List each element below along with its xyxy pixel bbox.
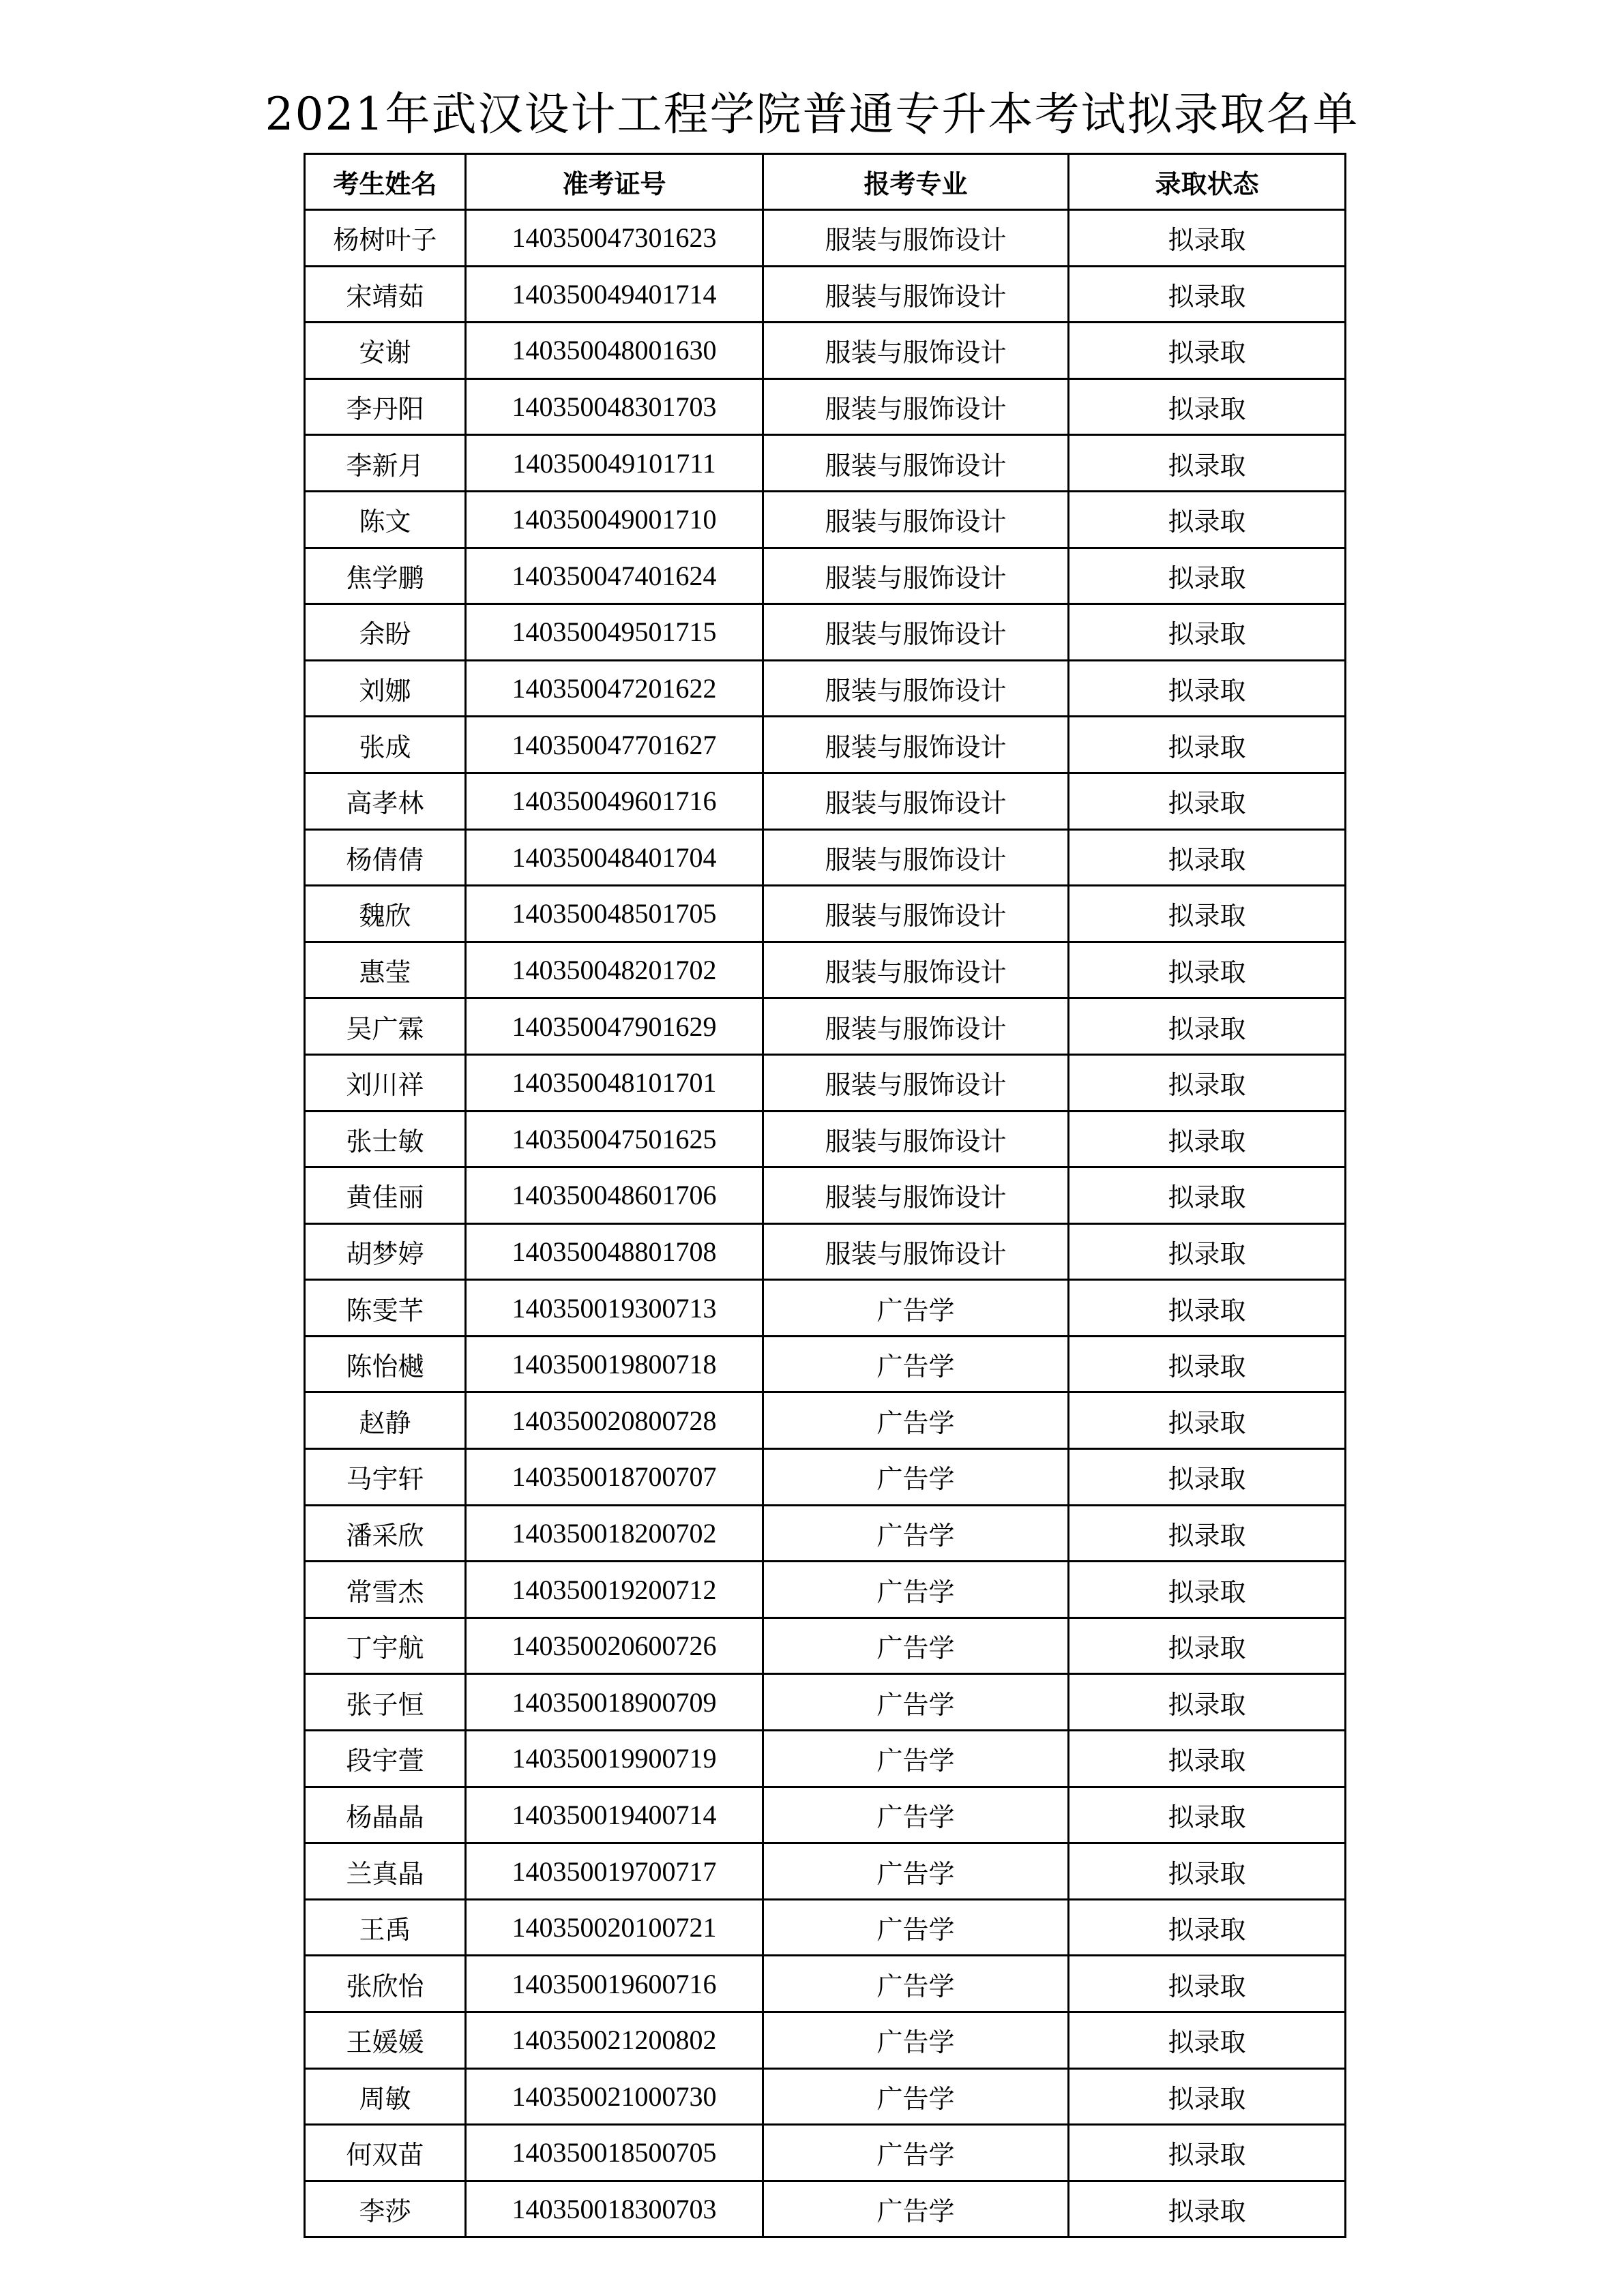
cell-status: 拟录取 — [1069, 1674, 1346, 1731]
cell-exam-id: 140350048201702 — [466, 942, 763, 998]
table-row — [305, 1843, 1346, 1900]
table-row — [305, 491, 1346, 548]
cell-exam-id: 140350048501705 — [466, 886, 763, 942]
cell-major: 广告学 — [763, 1674, 1069, 1731]
cell-exam-id: 140350048001630 — [466, 323, 763, 379]
cell-status: 拟录取 — [1069, 717, 1346, 773]
table-row — [305, 998, 1346, 1055]
cell-exam-id: 140350048401704 — [466, 829, 763, 886]
cell-exam-id: 140350019700717 — [466, 1843, 763, 1900]
cell-name: 李新月 — [305, 435, 466, 492]
cell-name: 刘川祥 — [305, 1054, 466, 1111]
cell-exam-id: 140350047901629 — [466, 998, 763, 1055]
table-row — [305, 660, 1346, 717]
cell-exam-id: 140350018300703 — [466, 2181, 763, 2237]
cell-exam-id: 140350048101701 — [466, 1054, 763, 1111]
cell-major: 广告学 — [763, 1843, 1069, 1900]
column-header-name: 考生姓名 — [305, 154, 466, 210]
cell-name: 王媛媛 — [305, 2012, 466, 2069]
cell-status: 拟录取 — [1069, 942, 1346, 998]
cell-major: 广告学 — [763, 1505, 1069, 1562]
cell-status: 拟录取 — [1069, 998, 1346, 1055]
cell-major: 服装与服饰设计 — [763, 886, 1069, 942]
cell-exam-id: 140350019800718 — [466, 1336, 763, 1392]
table-row — [305, 1787, 1346, 1843]
cell-exam-id: 140350019400714 — [466, 1787, 763, 1843]
cell-major: 广告学 — [763, 2125, 1069, 2181]
cell-status: 拟录取 — [1069, 1731, 1346, 1787]
cell-name: 王禹 — [305, 1899, 466, 1956]
cell-major: 广告学 — [763, 1731, 1069, 1787]
table-row — [305, 886, 1346, 942]
cell-status: 拟录取 — [1069, 1899, 1346, 1956]
cell-status: 拟录取 — [1069, 435, 1346, 492]
table-row — [305, 548, 1346, 604]
cell-name: 安谢 — [305, 323, 466, 379]
cell-name: 张士敏 — [305, 1111, 466, 1167]
cell-status: 拟录取 — [1069, 548, 1346, 604]
cell-status: 拟录取 — [1069, 266, 1346, 323]
table-row — [305, 1731, 1346, 1787]
cell-major: 服装与服饰设计 — [763, 435, 1069, 492]
page-title: 2021年武汉设计工程学院普通专升本考试拟录取名单 — [265, 88, 1359, 140]
cell-major: 服装与服饰设计 — [763, 491, 1069, 548]
cell-exam-id: 140350020100721 — [466, 1899, 763, 1956]
cell-exam-id: 140350048601706 — [466, 1167, 763, 1224]
table-row — [305, 2181, 1346, 2237]
cell-major: 广告学 — [763, 1336, 1069, 1392]
cell-major: 广告学 — [763, 2012, 1069, 2069]
cell-name: 张欣怡 — [305, 1956, 466, 2012]
cell-exam-id: 140350047701627 — [466, 717, 763, 773]
table-row — [305, 210, 1346, 267]
cell-name: 高孝林 — [305, 773, 466, 829]
cell-exam-id: 140350020800728 — [466, 1392, 763, 1449]
cell-status: 拟录取 — [1069, 1336, 1346, 1392]
column-header-status: 录取状态 — [1069, 154, 1346, 210]
cell-name: 陈怡樾 — [305, 1336, 466, 1392]
cell-name: 段宇萱 — [305, 1731, 466, 1787]
cell-exam-id: 140350048801708 — [466, 1223, 763, 1280]
cell-status: 拟录取 — [1069, 2125, 1346, 2181]
cell-name: 杨倩倩 — [305, 829, 466, 886]
cell-major: 广告学 — [763, 1449, 1069, 1506]
cell-name: 魏欣 — [305, 886, 466, 942]
cell-exam-id: 140350021200802 — [466, 2012, 763, 2069]
admission-table — [304, 153, 1346, 2238]
cell-major: 服装与服饰设计 — [763, 1167, 1069, 1224]
cell-name: 丁宇航 — [305, 1617, 466, 1674]
cell-major: 服装与服饰设计 — [763, 942, 1069, 998]
cell-major: 广告学 — [763, 1392, 1069, 1449]
cell-major: 服装与服饰设计 — [763, 1054, 1069, 1111]
table-row — [305, 266, 1346, 323]
cell-name: 陈文 — [305, 491, 466, 548]
cell-major: 广告学 — [763, 1956, 1069, 2012]
cell-exam-id: 140350049001710 — [466, 491, 763, 548]
cell-name: 刘娜 — [305, 660, 466, 717]
table-row — [305, 2125, 1346, 2181]
cell-exam-id: 140350019900719 — [466, 1731, 763, 1787]
table-row — [305, 323, 1346, 379]
table-row — [305, 1899, 1346, 1956]
cell-name: 李莎 — [305, 2181, 466, 2237]
cell-exam-id: 140350049501715 — [466, 604, 763, 661]
table-row — [305, 1617, 1346, 1674]
cell-major: 广告学 — [763, 1562, 1069, 1618]
cell-name: 杨晶晶 — [305, 1787, 466, 1843]
cell-name: 吴广霖 — [305, 998, 466, 1055]
cell-major: 服装与服饰设计 — [763, 548, 1069, 604]
cell-name: 余盼 — [305, 604, 466, 661]
cell-name: 李丹阳 — [305, 378, 466, 435]
cell-name: 杨树叶子 — [305, 210, 466, 267]
table-row — [305, 1336, 1346, 1392]
cell-major: 服装与服饰设计 — [763, 717, 1069, 773]
cell-name: 赵静 — [305, 1392, 466, 1449]
cell-exam-id: 140350048301703 — [466, 378, 763, 435]
table-row — [305, 1167, 1346, 1224]
cell-exam-id: 140350047301623 — [466, 210, 763, 267]
cell-exam-id: 140350019600716 — [466, 1956, 763, 2012]
table-row — [305, 1223, 1346, 1280]
table-row — [305, 604, 1346, 661]
table-row — [305, 1956, 1346, 2012]
table-row — [305, 378, 1346, 435]
column-header-major: 报考专业 — [763, 154, 1069, 210]
cell-major: 服装与服饰设计 — [763, 323, 1069, 379]
cell-status: 拟录取 — [1069, 1280, 1346, 1337]
cell-major: 服装与服饰设计 — [763, 210, 1069, 267]
cell-status: 拟录取 — [1069, 1054, 1346, 1111]
cell-status: 拟录取 — [1069, 1449, 1346, 1506]
cell-status: 拟录取 — [1069, 886, 1346, 942]
cell-name: 胡梦婷 — [305, 1223, 466, 1280]
cell-name: 马宇轩 — [305, 1449, 466, 1506]
table-row — [305, 1111, 1346, 1167]
table-header-row — [305, 154, 1346, 210]
cell-major: 服装与服饰设计 — [763, 660, 1069, 717]
cell-status: 拟录取 — [1069, 660, 1346, 717]
cell-name: 张成 — [305, 717, 466, 773]
cell-major: 广告学 — [763, 2068, 1069, 2125]
table-row — [305, 2012, 1346, 2069]
cell-major: 服装与服饰设计 — [763, 773, 1069, 829]
cell-status: 拟录取 — [1069, 491, 1346, 548]
cell-name: 张子恒 — [305, 1674, 466, 1731]
cell-name: 宋靖茹 — [305, 266, 466, 323]
cell-major: 服装与服饰设计 — [763, 1111, 1069, 1167]
cell-name: 焦学鹏 — [305, 548, 466, 604]
cell-name: 潘采欣 — [305, 1505, 466, 1562]
table-row — [305, 942, 1346, 998]
table-row — [305, 829, 1346, 886]
cell-name: 惠莹 — [305, 942, 466, 998]
column-header-exam-id: 准考证号 — [466, 154, 763, 210]
cell-exam-id: 140350049601716 — [466, 773, 763, 829]
cell-status: 拟录取 — [1069, 1167, 1346, 1224]
table-row — [305, 1505, 1346, 1562]
cell-major: 服装与服饰设计 — [763, 829, 1069, 886]
cell-exam-id: 140350019300713 — [466, 1280, 763, 1337]
cell-major: 服装与服饰设计 — [763, 378, 1069, 435]
table-row — [305, 1280, 1346, 1337]
cell-status: 拟录取 — [1069, 1223, 1346, 1280]
table-row — [305, 717, 1346, 773]
cell-status: 拟录取 — [1069, 1562, 1346, 1618]
cell-major: 服装与服饰设计 — [763, 604, 1069, 661]
cell-name: 陈雯芊 — [305, 1280, 466, 1337]
cell-name: 常雪杰 — [305, 1562, 466, 1618]
cell-exam-id: 140350018500705 — [466, 2125, 763, 2181]
cell-exam-id: 140350049401714 — [466, 266, 763, 323]
cell-status: 拟录取 — [1069, 2012, 1346, 2069]
cell-name: 周敏 — [305, 2068, 466, 2125]
table-row — [305, 773, 1346, 829]
cell-major: 广告学 — [763, 1899, 1069, 1956]
table-body — [305, 210, 1346, 2237]
cell-major: 广告学 — [763, 2181, 1069, 2237]
cell-exam-id: 140350018900709 — [466, 1674, 763, 1731]
cell-exam-id: 140350021000730 — [466, 2068, 763, 2125]
table-row — [305, 1562, 1346, 1618]
table-row — [305, 2068, 1346, 2125]
cell-status: 拟录取 — [1069, 604, 1346, 661]
cell-major: 广告学 — [763, 1280, 1069, 1337]
cell-name: 何双苗 — [305, 2125, 466, 2181]
cell-status: 拟录取 — [1069, 210, 1346, 267]
cell-status: 拟录取 — [1069, 1617, 1346, 1674]
table-row — [305, 1674, 1346, 1731]
cell-status: 拟录取 — [1069, 1505, 1346, 1562]
cell-status: 拟录取 — [1069, 2181, 1346, 2237]
cell-exam-id: 140350019200712 — [466, 1562, 763, 1618]
cell-status: 拟录取 — [1069, 1392, 1346, 1449]
cell-exam-id: 140350049101711 — [466, 435, 763, 492]
table-row — [305, 1449, 1346, 1506]
table-row — [305, 1054, 1346, 1111]
cell-exam-id: 140350047501625 — [466, 1111, 763, 1167]
cell-major: 服装与服饰设计 — [763, 998, 1069, 1055]
table-row — [305, 1392, 1346, 1449]
cell-exam-id: 140350020600726 — [466, 1617, 763, 1674]
cell-major: 广告学 — [763, 1617, 1069, 1674]
cell-exam-id: 140350047401624 — [466, 548, 763, 604]
cell-major: 服装与服饰设计 — [763, 1223, 1069, 1280]
cell-status: 拟录取 — [1069, 1956, 1346, 2012]
cell-status: 拟录取 — [1069, 378, 1346, 435]
table-row — [305, 435, 1346, 492]
cell-name: 黄佳丽 — [305, 1167, 466, 1224]
cell-status: 拟录取 — [1069, 2068, 1346, 2125]
cell-status: 拟录取 — [1069, 829, 1346, 886]
cell-status: 拟录取 — [1069, 773, 1346, 829]
cell-exam-id: 140350018200702 — [466, 1505, 763, 1562]
cell-exam-id: 140350018700707 — [466, 1449, 763, 1506]
cell-name: 兰真晶 — [305, 1843, 466, 1900]
cell-status: 拟录取 — [1069, 1787, 1346, 1843]
cell-status: 拟录取 — [1069, 323, 1346, 379]
cell-status: 拟录取 — [1069, 1111, 1346, 1167]
cell-major: 服装与服饰设计 — [763, 266, 1069, 323]
cell-major: 广告学 — [763, 1787, 1069, 1843]
cell-exam-id: 140350047201622 — [466, 660, 763, 717]
cell-status: 拟录取 — [1069, 1843, 1346, 1900]
